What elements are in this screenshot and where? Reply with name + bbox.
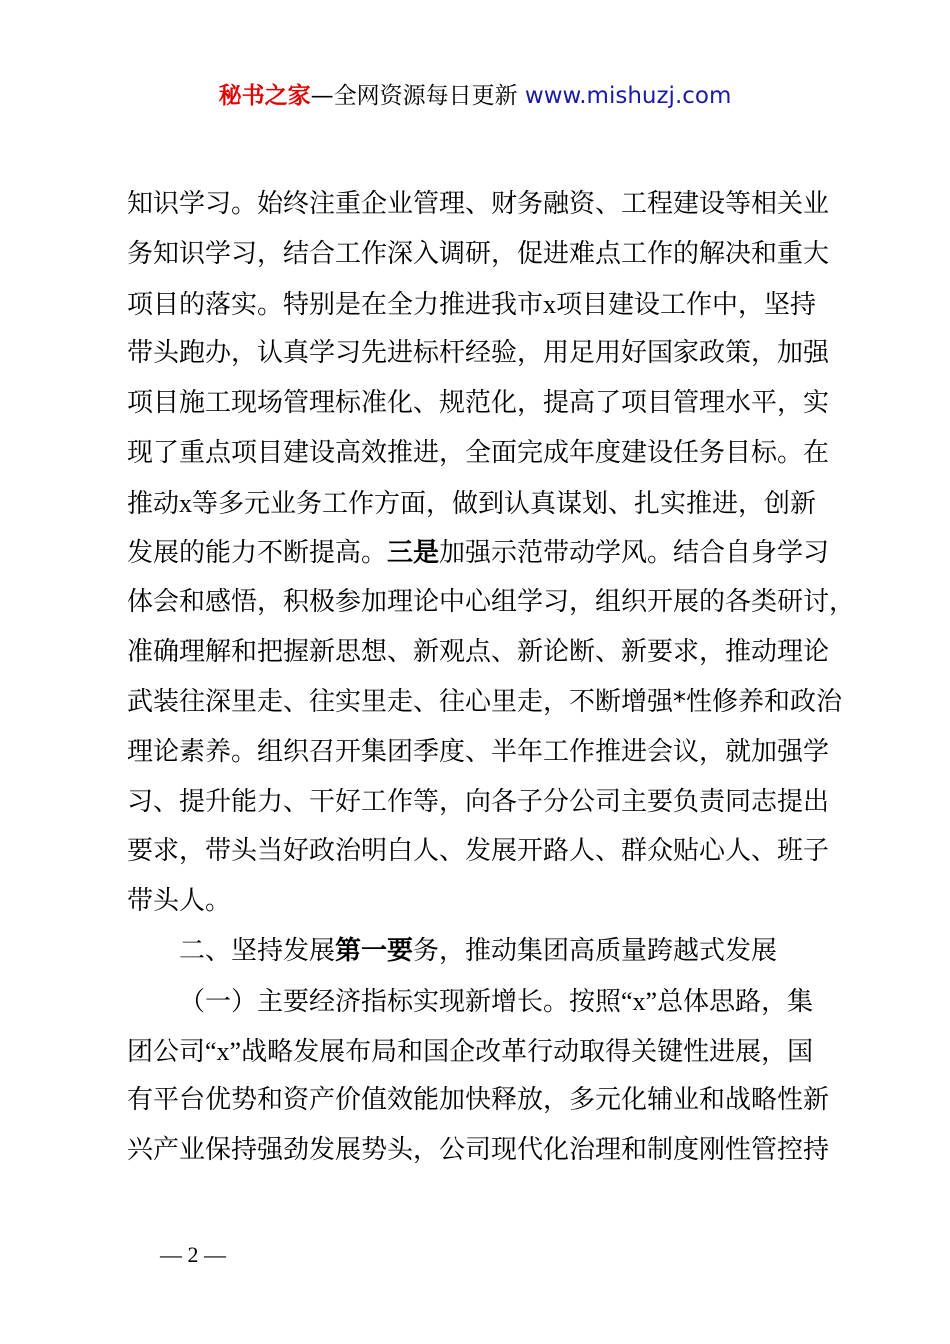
text-span: 兴产业保持强劲发展势头，公司现代化治理和制度刚性管控持 [127, 1135, 830, 1166]
text-line [127, 180, 847, 230]
text-line [127, 728, 847, 778]
site-name: 秘书之家 [218, 83, 311, 109]
text-line [127, 429, 847, 479]
text-line [127, 678, 847, 728]
text-line [127, 479, 847, 529]
text-span: 现了重点项目建设高效推进，全面完成年度建设任务目标。在 [127, 437, 830, 468]
text-span: 项目施工现场管理标准化、规范化，提高了项目管理水平，实 [127, 388, 830, 419]
text-span: 二、坚持发展 [179, 935, 336, 966]
text-span: 有平台优势和资产价值效能加快释放，多元化辅业和战略性新 [127, 1085, 830, 1116]
text-span: （一）主要经济指标实现新增长。按照 [179, 986, 622, 1017]
text-span: 项目的落实。特别是在全力推进我市 [127, 289, 544, 320]
text-span: 带头人。 [127, 886, 232, 917]
page-header [0, 80, 950, 112]
site-slogan: —全网资源每日更新 [310, 83, 518, 109]
text-line [127, 977, 847, 1027]
text-span: 发展的能力不断提高。 [127, 537, 388, 568]
text-line [127, 628, 847, 678]
text-line [127, 329, 847, 379]
page-number: — 2 — [160, 1242, 226, 1267]
text-span: “x” [621, 986, 658, 1016]
section-heading [127, 927, 847, 977]
text-span: 准确理解和把握新思想、新观点、新论断、新要求，推动理论 [127, 637, 830, 668]
text-span: 武装往深里走、往实里走、往心里走，不断增强*性修养和政治 [127, 686, 843, 717]
text-span: 带头跑办，认真学习先进标杆经验，用足用好国家政策，加强 [127, 338, 830, 369]
text-span: x [543, 289, 557, 319]
text-span: 务，推动集团高质量跨越式发展 [413, 935, 778, 966]
text-span: 等多元业务工作方面，做到认真谋划、扎实推进，创新 [192, 488, 817, 519]
text-span: 团公司 [127, 1036, 206, 1067]
text-line [127, 827, 847, 877]
text-span: 知识学习。始终注重企业管理、财务融资、工程建设等相关业 [127, 189, 830, 219]
text-span: 加强示范带动学风。结合自身学习 [439, 537, 830, 568]
text-span: 务知识学习，结合工作深入调研，促进难点工作的解决和重大 [127, 238, 830, 269]
text-span: 推动 [127, 488, 180, 519]
text-span: 要求，带头当好政治明白人、发展开路人、群众贴心人、班子 [127, 836, 830, 867]
text-span: 总体思路，集 [657, 986, 814, 1017]
text-span: 理论素养。组织召开集团季度、半年工作推进会议，就加强学 [127, 736, 830, 767]
bold-text: 第一要 [335, 935, 414, 966]
text-line [127, 1126, 847, 1176]
text-span: x [179, 488, 193, 518]
text-span: 战略发展布局和国企改革行动取得关键性进展，国 [241, 1036, 814, 1067]
bold-text: 三是 [387, 537, 440, 568]
text-line [127, 1027, 847, 1077]
text-line [127, 280, 847, 330]
text-line [127, 778, 847, 828]
text-span: “x” [205, 1036, 242, 1066]
document-body [127, 180, 856, 1176]
text-line [127, 578, 856, 628]
text-line [127, 877, 847, 927]
site-url[interactable]: www.mishuzj.com [524, 83, 732, 109]
text-line [127, 529, 847, 579]
text-span: 体会和感悟，积极参加理论中心组学习，组织开展的各类研讨， [127, 587, 856, 618]
text-line [127, 379, 847, 429]
text-span: 项目建设工作中，坚持 [556, 289, 817, 320]
text-line [127, 1076, 847, 1126]
text-line [127, 230, 847, 280]
text-span: 习、提升能力、干好工作等，向各子分公司主要负责同志提出 [127, 786, 830, 817]
